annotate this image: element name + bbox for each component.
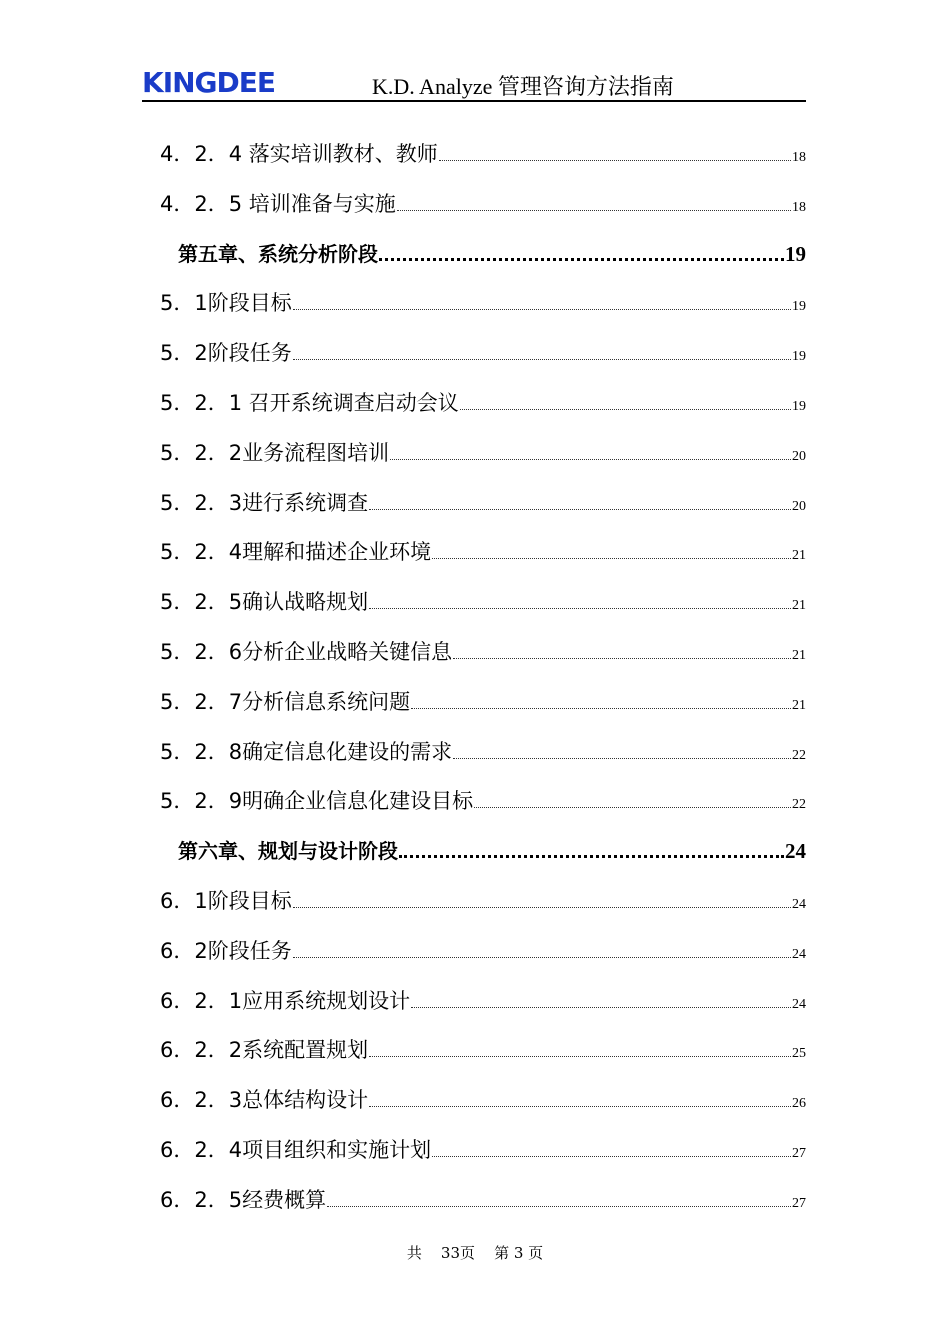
toc-page-number: 25 <box>792 1046 806 1062</box>
toc-entry-label: 6．2．2系统配置规划 <box>160 1038 369 1063</box>
toc-entry-label: 5．2．1 召开系统调查启动会议 <box>160 390 459 415</box>
kingdee-logo: KINGDEE <box>142 66 276 99</box>
toc-entry[interactable] <box>160 678 806 728</box>
toc-page-number: 20 <box>792 498 806 514</box>
toc-entry[interactable] <box>160 977 806 1027</box>
page-header <box>142 62 806 102</box>
toc-dot-leader <box>327 1206 791 1207</box>
table-of-contents <box>160 130 806 1226</box>
header-title: K.D. Analyze 管理咨询方法指南 <box>372 74 674 99</box>
toc-entry-label: 4．2．4 落实培训教材、教师 <box>160 142 438 166</box>
toc-dot-leader <box>432 558 791 559</box>
toc-chapter-entry[interactable] <box>160 827 806 877</box>
toc-dot-leader <box>293 359 791 360</box>
toc-entry-label: 4．2．5 培训准备与实施 <box>160 191 396 216</box>
toc-entry-label: 5．2．9明确企业信息化建设目标 <box>160 789 474 814</box>
toc-entry[interactable] <box>160 628 806 678</box>
toc-entry-label: 5．2．2业务流程图培训 <box>160 440 390 465</box>
page-footer: 共 33页 第 3 页 <box>406 1244 544 1262</box>
toc-page-number: 26 <box>792 1096 806 1112</box>
toc-page-number: 20 <box>792 448 806 464</box>
toc-page-number: 21 <box>792 598 806 614</box>
toc-dot-leader <box>293 957 791 958</box>
toc-entry[interactable] <box>160 877 806 927</box>
toc-entry[interactable] <box>160 429 806 479</box>
toc-dot-leader <box>453 758 791 759</box>
toc-entry[interactable] <box>160 528 806 578</box>
toc-page-number: 27 <box>792 1195 806 1211</box>
toc-page-number: 24 <box>792 996 806 1012</box>
toc-dot-leader <box>411 1007 791 1008</box>
toc-entry-label: 6．1阶段目标 <box>160 888 292 913</box>
toc-entry[interactable] <box>160 1026 806 1076</box>
toc-page-number: 21 <box>792 647 806 663</box>
toc-page-number: 24 <box>785 839 806 864</box>
toc-dot-leader <box>439 160 791 161</box>
toc-entry-label: 5．2．8确定信息化建设的需求 <box>160 739 453 764</box>
toc-dot-leader <box>390 459 791 460</box>
toc-page-number: 21 <box>792 548 806 564</box>
toc-entry-label: 6．2．4项目组织和实施计划 <box>160 1137 432 1162</box>
toc-entry-label: 第五章、系统分析阶段 <box>178 241 378 266</box>
toc-entry-label: 5．2．5确认战略规划 <box>160 590 369 615</box>
toc-entry[interactable] <box>160 180 806 230</box>
toc-page-number: 18 <box>792 199 806 215</box>
toc-entry-label: 5．2．6分析企业战略关键信息 <box>160 639 453 664</box>
toc-entry[interactable] <box>160 1176 806 1226</box>
toc-entry[interactable] <box>160 279 806 329</box>
toc-entry[interactable] <box>160 130 806 180</box>
toc-entry[interactable] <box>160 1126 806 1176</box>
toc-dot-leader <box>369 608 791 609</box>
toc-entry[interactable] <box>160 479 806 529</box>
toc-page-number: 27 <box>792 1145 806 1161</box>
toc-dot-leader <box>369 1056 791 1057</box>
toc-dot-leader <box>474 807 791 808</box>
toc-dot-leader <box>453 658 791 659</box>
toc-page-number: 24 <box>792 946 806 962</box>
toc-page-number: 22 <box>792 797 806 813</box>
toc-page-number: 19 <box>792 398 806 414</box>
toc-entry[interactable] <box>160 728 806 778</box>
toc-dot-leader <box>293 309 791 310</box>
toc-dot-leader <box>369 1106 791 1107</box>
toc-entry-label: 6．2．3总体结构设计 <box>160 1088 369 1113</box>
toc-entry[interactable] <box>160 1076 806 1126</box>
toc-entry-label: 5．2．4理解和描述企业环境 <box>160 540 432 565</box>
toc-page-number: 18 <box>792 150 806 165</box>
toc-dot-leader <box>399 855 784 858</box>
toc-entry-label: 5．2．7分析信息系统问题 <box>160 689 411 714</box>
toc-entry[interactable] <box>160 578 806 628</box>
toc-page-number: 19 <box>792 299 806 315</box>
toc-entry-label: 5．1阶段目标 <box>160 291 292 316</box>
toc-entry[interactable] <box>160 777 806 827</box>
toc-page-number: 21 <box>792 697 806 713</box>
toc-dot-leader <box>369 509 791 510</box>
toc-entry-label: 6．2．1应用系统规划设计 <box>160 988 411 1013</box>
toc-entry-label: 第六章、规划与设计阶段 <box>178 839 398 864</box>
toc-entry-label: 5．2阶段任务 <box>160 341 292 366</box>
toc-dot-leader <box>411 708 791 709</box>
toc-page-number: 19 <box>785 241 806 266</box>
toc-dot-leader <box>432 1156 791 1157</box>
toc-entry[interactable] <box>160 927 806 977</box>
toc-entry[interactable] <box>160 379 806 429</box>
toc-chapter-entry[interactable] <box>160 230 806 280</box>
toc-entry-label: 5．2．3进行系统调查 <box>160 490 369 515</box>
toc-dot-leader <box>293 907 791 908</box>
toc-entry-label: 6．2阶段任务 <box>160 938 292 963</box>
toc-entry[interactable] <box>160 329 806 379</box>
toc-dot-leader <box>460 409 791 410</box>
toc-dot-leader <box>397 210 791 211</box>
toc-dot-leader <box>379 258 784 261</box>
toc-page-number: 22 <box>792 747 806 763</box>
toc-page-number: 19 <box>792 349 806 365</box>
toc-page-number: 24 <box>792 896 806 912</box>
toc-entry-label: 6．2．5经费概算 <box>160 1187 327 1212</box>
